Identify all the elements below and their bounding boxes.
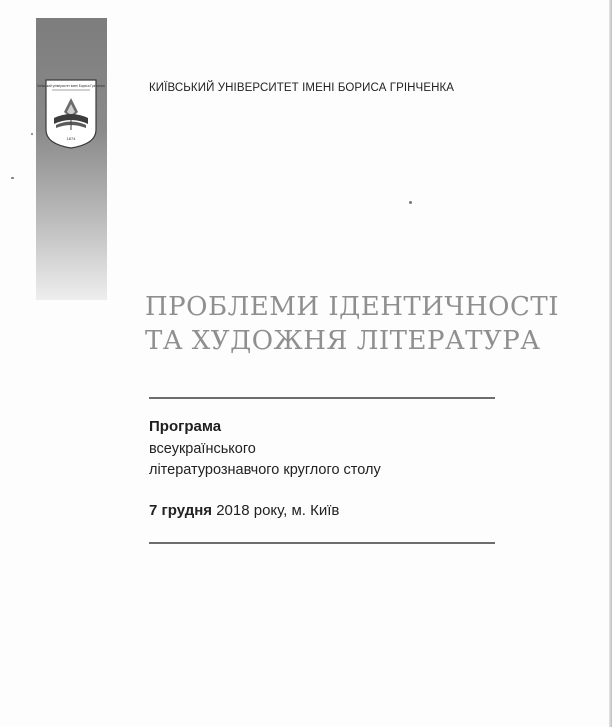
document-title: [145, 290, 559, 358]
divider-top: [149, 397, 495, 399]
event-year-place: 2018 року, м. Київ: [212, 502, 340, 519]
scan-speck: [31, 133, 33, 135]
program-label: Програма: [149, 418, 222, 435]
gray-side-band: [36, 18, 107, 300]
event-date: 7 грудня: [149, 502, 213, 519]
logo-year: 1874: [66, 136, 76, 141]
program-line-1: всеукраїнського: [149, 441, 256, 457]
university-name: КИЇВСЬКИЙ УНІВЕРСИТЕТ ІМЕНІ БОРИСА ГРІНЧЕНКА: [149, 82, 455, 94]
scan-speck: [11, 177, 14, 179]
divider-bottom: [149, 542, 495, 544]
title-line-2: ТА ХУДОЖНЯ ЛІТЕРАТУРА: [145, 326, 541, 356]
program-line-2: літературознавчого круглого столу: [149, 462, 381, 478]
university-crest-icon: [37, 78, 105, 150]
scan-speck: [409, 201, 412, 204]
logo-caption: Київський університет імені Бориса Грінченка: [37, 84, 105, 88]
title-line-1: ПРОБЛЕМИ ІДЕНТИЧНОСТІ: [145, 292, 559, 322]
event-date-place: [149, 502, 339, 519]
